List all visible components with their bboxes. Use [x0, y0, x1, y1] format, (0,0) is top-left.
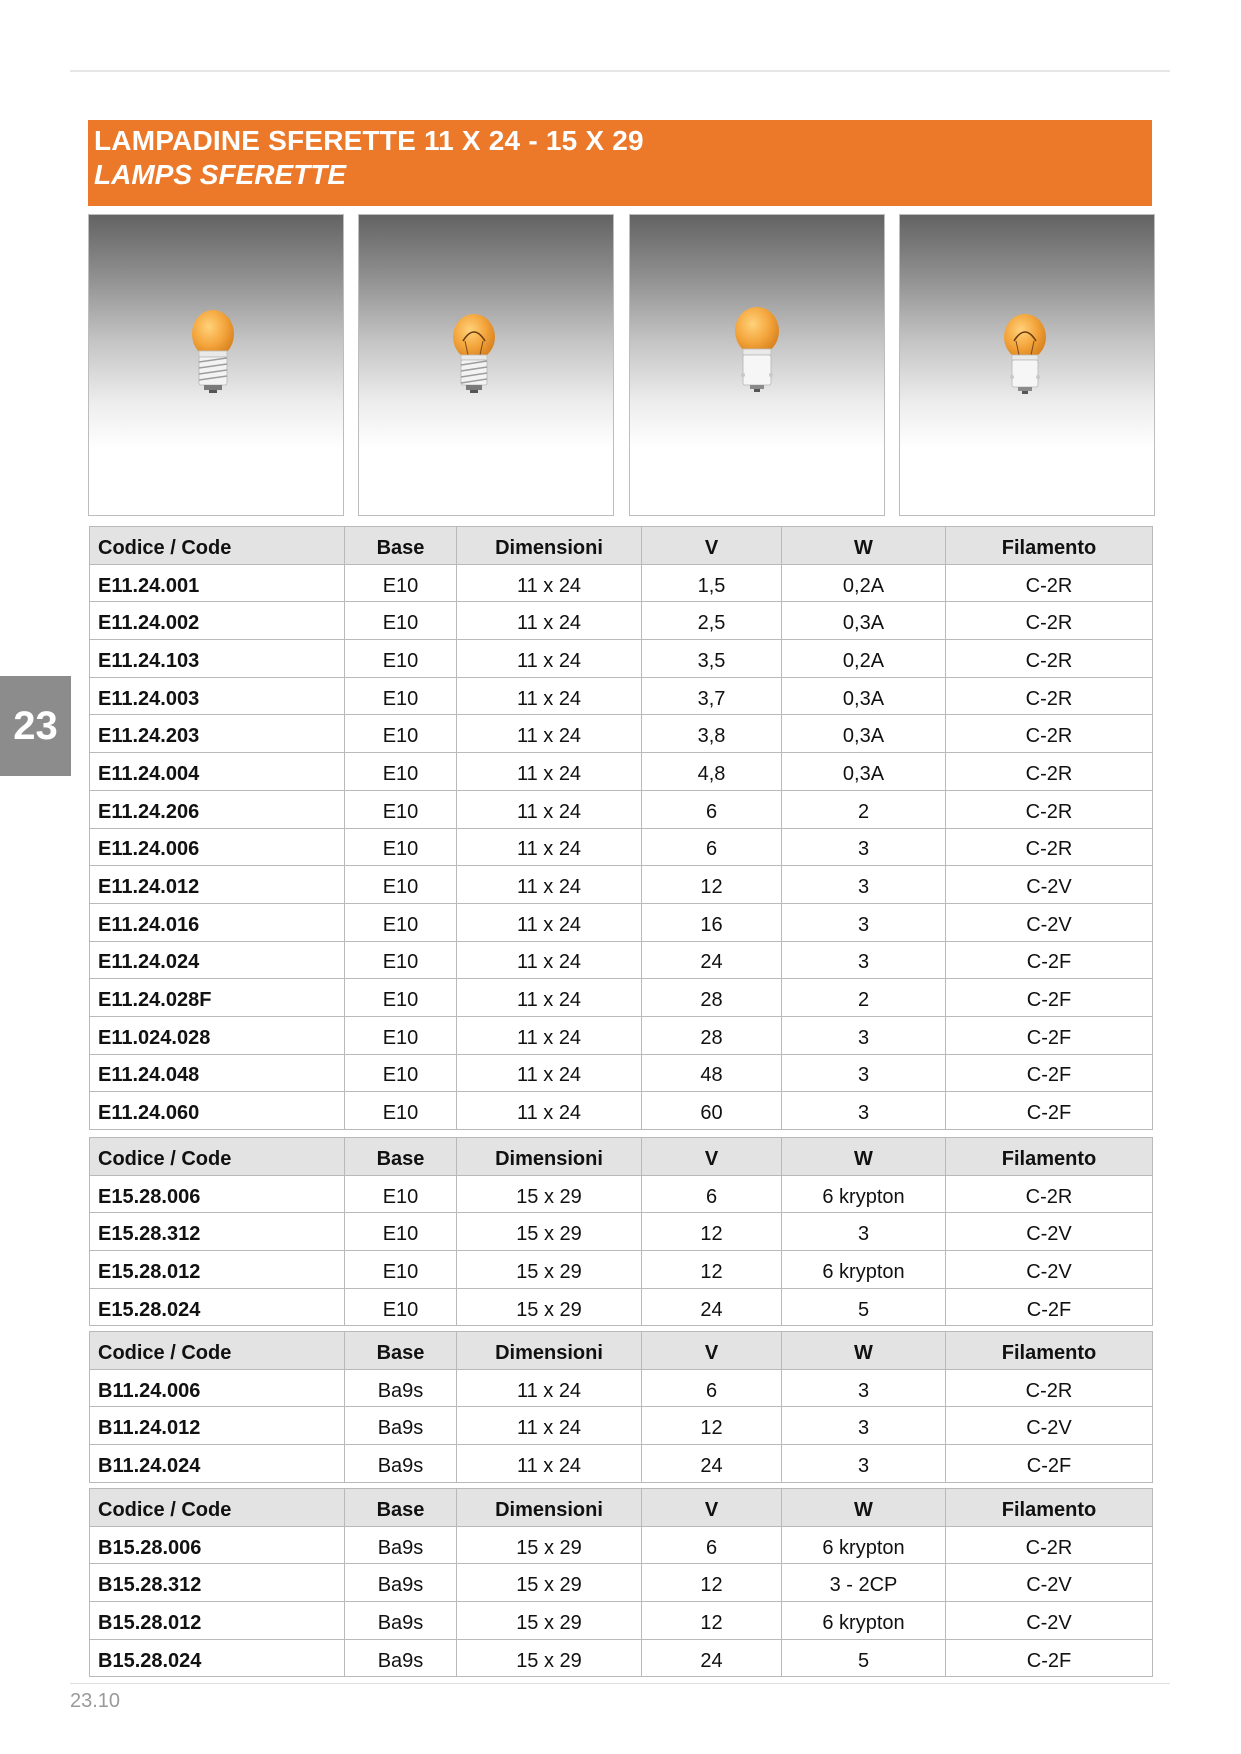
cell-dimensions: 15 x 29: [457, 1564, 642, 1602]
cell-base: E10: [345, 979, 457, 1017]
spec-table-b11: [89, 1331, 1153, 1483]
cell-code: E11.24.060: [90, 1092, 345, 1130]
column-header-code: Codice / Code: [90, 1332, 345, 1370]
cell-base: E10: [345, 866, 457, 904]
cell-base: E10: [345, 753, 457, 791]
cell-watt: 3: [782, 1445, 946, 1483]
cell-filament: C-2V: [946, 1407, 1153, 1445]
table-row: [90, 903, 1153, 941]
cell-filament: C-2F: [946, 1639, 1153, 1677]
cell-volt: 1,5: [642, 564, 782, 602]
column-header-volt: V: [642, 1489, 782, 1527]
cell-watt: 3: [782, 1369, 946, 1407]
cell-code: B15.28.006: [90, 1526, 345, 1564]
table-row: [90, 1054, 1153, 1092]
table-row: [90, 979, 1153, 1017]
table-row: [90, 753, 1153, 791]
cell-code: E11.024.028: [90, 1016, 345, 1054]
column-header-filament: Filamento: [946, 527, 1153, 565]
cell-code: E15.28.312: [90, 1213, 345, 1251]
column-header-volt: V: [642, 1138, 782, 1176]
cell-base: E10: [345, 564, 457, 602]
column-header-code: Codice / Code: [90, 527, 345, 565]
table-row: [90, 715, 1153, 753]
column-header-dimensions: Dimensioni: [457, 1138, 642, 1176]
product-photo-1: [88, 214, 344, 516]
cell-volt: 60: [642, 1092, 782, 1130]
cell-dimensions: 11 x 24: [457, 602, 642, 640]
cell-code: E15.28.006: [90, 1175, 345, 1213]
cell-code: B11.24.012: [90, 1407, 345, 1445]
cell-filament: C-2R: [946, 602, 1153, 640]
cell-volt: 6: [642, 1369, 782, 1407]
cell-watt: 6 krypton: [782, 1251, 946, 1289]
column-header-dimensions: Dimensioni: [457, 1489, 642, 1527]
table-header-row: [90, 1489, 1153, 1527]
column-header-base: Base: [345, 1138, 457, 1176]
cell-filament: C-2R: [946, 564, 1153, 602]
cell-dimensions: 11 x 24: [457, 1054, 642, 1092]
cell-dimensions: 11 x 24: [457, 1092, 642, 1130]
cell-base: E10: [345, 715, 457, 753]
cell-dimensions: 11 x 24: [457, 640, 642, 678]
cell-code: E11.24.002: [90, 602, 345, 640]
cell-base: E10: [345, 1054, 457, 1092]
column-header-watt: W: [782, 1332, 946, 1370]
cell-dimensions: 11 x 24: [457, 866, 642, 904]
cell-code: E11.24.003: [90, 677, 345, 715]
cell-volt: 6: [642, 1175, 782, 1213]
cell-base: E10: [345, 903, 457, 941]
cell-code: E11.24.006: [90, 828, 345, 866]
cell-dimensions: 11 x 24: [457, 1445, 642, 1483]
table-row: [90, 866, 1153, 904]
cell-filament: C-2F: [946, 1288, 1153, 1326]
cell-watt: 0,3A: [782, 677, 946, 715]
product-photos: [88, 214, 1152, 516]
cell-dimensions: 15 x 29: [457, 1288, 642, 1326]
product-photo-4: [899, 214, 1155, 516]
cell-watt: 3: [782, 1016, 946, 1054]
cell-dimensions: 11 x 24: [457, 715, 642, 753]
cell-watt: 5: [782, 1288, 946, 1326]
column-header-volt: V: [642, 527, 782, 565]
cell-code: E11.24.024: [90, 941, 345, 979]
cell-code: B15.28.312: [90, 1564, 345, 1602]
table-row: [90, 602, 1153, 640]
section-title: LAMPADINE SFERETTE 11 X 24 - 15 X 29: [94, 125, 644, 156]
cell-filament: C-2V: [946, 1564, 1153, 1602]
cell-volt: 24: [642, 1639, 782, 1677]
cell-filament: C-2V: [946, 1251, 1153, 1289]
cell-watt: 3: [782, 1092, 946, 1130]
cell-watt: 3: [782, 1407, 946, 1445]
table-row: [90, 1445, 1153, 1483]
table-row: [90, 1251, 1153, 1289]
table-row: [90, 564, 1153, 602]
cell-volt: 3,7: [642, 677, 782, 715]
cell-dimensions: 15 x 29: [457, 1526, 642, 1564]
cell-base: Ba9s: [345, 1602, 457, 1640]
lamp-e10-filament-icon: [359, 215, 615, 517]
cell-watt: 3: [782, 941, 946, 979]
cell-watt: 5: [782, 1639, 946, 1677]
cell-watt: 2: [782, 790, 946, 828]
cell-watt: 0,3A: [782, 715, 946, 753]
cell-volt: 12: [642, 1407, 782, 1445]
cell-base: E10: [345, 941, 457, 979]
table-row: [90, 828, 1153, 866]
cell-code: E11.24.016: [90, 903, 345, 941]
cell-volt: 3,5: [642, 640, 782, 678]
cell-base: Ba9s: [345, 1445, 457, 1483]
cell-dimensions: 11 x 24: [457, 753, 642, 791]
cell-filament: C-2F: [946, 941, 1153, 979]
cell-filament: C-2R: [946, 677, 1153, 715]
cell-watt: 2: [782, 979, 946, 1017]
cell-volt: 6: [642, 828, 782, 866]
cell-base: Ba9s: [345, 1369, 457, 1407]
cell-dimensions: 11 x 24: [457, 677, 642, 715]
cell-watt: 3: [782, 903, 946, 941]
bottom-divider: [70, 1683, 1170, 1684]
cell-dimensions: 11 x 24: [457, 1016, 642, 1054]
spec-table-e15: [89, 1137, 1153, 1326]
cell-base: E10: [345, 828, 457, 866]
spec-table-b15: [89, 1488, 1153, 1677]
cell-volt: 24: [642, 941, 782, 979]
lamp-ba9s-filament-icon: [900, 215, 1156, 517]
column-header-filament: Filamento: [946, 1138, 1153, 1176]
cell-filament: C-2R: [946, 753, 1153, 791]
column-header-base: Base: [345, 1489, 457, 1527]
cell-code: B11.24.024: [90, 1445, 345, 1483]
cell-code: E11.24.103: [90, 640, 345, 678]
table-row: [90, 1213, 1153, 1251]
cell-volt: 12: [642, 1602, 782, 1640]
cell-filament: C-2R: [946, 828, 1153, 866]
column-header-watt: W: [782, 1489, 946, 1527]
cell-watt: 6 krypton: [782, 1175, 946, 1213]
cell-filament: C-2R: [946, 1369, 1153, 1407]
cell-filament: C-2F: [946, 1016, 1153, 1054]
table-row: [90, 1092, 1153, 1130]
cell-filament: C-2F: [946, 1445, 1153, 1483]
cell-code: E11.24.012: [90, 866, 345, 904]
cell-volt: 12: [642, 866, 782, 904]
spec-table-e11: [89, 526, 1153, 1130]
cell-dimensions: 11 x 24: [457, 1369, 642, 1407]
table-header-row: [90, 1138, 1153, 1176]
cell-base: E10: [345, 1016, 457, 1054]
cell-code: E11.24.004: [90, 753, 345, 791]
section-subtitle: LAMPS SFERETTE: [94, 159, 347, 190]
cell-filament: C-2V: [946, 866, 1153, 904]
cell-watt: 3: [782, 828, 946, 866]
cell-filament: C-2R: [946, 1526, 1153, 1564]
column-header-filament: Filamento: [946, 1489, 1153, 1527]
table-header-row: [90, 527, 1153, 565]
cell-dimensions: 11 x 24: [457, 1407, 642, 1445]
product-photo-2: [358, 214, 614, 516]
cell-volt: 6: [642, 1526, 782, 1564]
column-header-filament: Filamento: [946, 1332, 1153, 1370]
cell-base: Ba9s: [345, 1564, 457, 1602]
cell-dimensions: 11 x 24: [457, 903, 642, 941]
column-header-watt: W: [782, 527, 946, 565]
table-row: [90, 1175, 1153, 1213]
column-header-volt: V: [642, 1332, 782, 1370]
cell-base: E10: [345, 1251, 457, 1289]
cell-watt: 3: [782, 1054, 946, 1092]
table-row: [90, 1288, 1153, 1326]
cell-volt: 12: [642, 1564, 782, 1602]
cell-code: E11.24.203: [90, 715, 345, 753]
cell-dimensions: 15 x 29: [457, 1251, 642, 1289]
cell-filament: C-2V: [946, 1602, 1153, 1640]
cell-code: E11.24.028F: [90, 979, 345, 1017]
cell-code: B15.28.024: [90, 1639, 345, 1677]
cell-watt: 0,2A: [782, 640, 946, 678]
cell-volt: 24: [642, 1445, 782, 1483]
cell-code: B15.28.012: [90, 1602, 345, 1640]
cell-code: E15.28.012: [90, 1251, 345, 1289]
table-row: [90, 1602, 1153, 1640]
cell-dimensions: 15 x 29: [457, 1639, 642, 1677]
cell-watt: 0,3A: [782, 602, 946, 640]
section-tab: 23: [0, 676, 71, 776]
cell-watt: 0,2A: [782, 564, 946, 602]
lamp-ba9s-frosted-icon: [630, 215, 886, 517]
cell-volt: 16: [642, 903, 782, 941]
table-row: [90, 1564, 1153, 1602]
column-header-base: Base: [345, 527, 457, 565]
cell-base: E10: [345, 1213, 457, 1251]
cell-dimensions: 15 x 29: [457, 1175, 642, 1213]
cell-dimensions: 11 x 24: [457, 828, 642, 866]
table-row: [90, 640, 1153, 678]
cell-dimensions: 11 x 24: [457, 979, 642, 1017]
table-row: [90, 1526, 1153, 1564]
cell-filament: C-2R: [946, 790, 1153, 828]
table-row: [90, 1016, 1153, 1054]
cell-base: E10: [345, 1175, 457, 1213]
cell-volt: 24: [642, 1288, 782, 1326]
cell-filament: C-2F: [946, 1054, 1153, 1092]
table-header-row: [90, 1332, 1153, 1370]
cell-watt: 6 krypton: [782, 1526, 946, 1564]
cell-base: E10: [345, 1288, 457, 1326]
cell-volt: 12: [642, 1251, 782, 1289]
cell-base: E10: [345, 677, 457, 715]
section-header: [88, 120, 1152, 206]
cell-code: B11.24.006: [90, 1369, 345, 1407]
table-row: [90, 1639, 1153, 1677]
cell-base: E10: [345, 1092, 457, 1130]
cell-base: E10: [345, 640, 457, 678]
cell-volt: 4,8: [642, 753, 782, 791]
lamp-e10-frosted-icon: [89, 215, 345, 517]
cell-dimensions: 15 x 29: [457, 1213, 642, 1251]
cell-filament: C-2F: [946, 1092, 1153, 1130]
cell-filament: C-2V: [946, 1213, 1153, 1251]
table-row: [90, 1369, 1153, 1407]
cell-code: E11.24.001: [90, 564, 345, 602]
cell-dimensions: 15 x 29: [457, 1602, 642, 1640]
table-row: [90, 941, 1153, 979]
cell-filament: C-2F: [946, 979, 1153, 1017]
column-header-code: Codice / Code: [90, 1489, 345, 1527]
cell-base: E10: [345, 602, 457, 640]
cell-base: Ba9s: [345, 1526, 457, 1564]
cell-watt: 3: [782, 866, 946, 904]
cell-code: E11.24.206: [90, 790, 345, 828]
cell-base: Ba9s: [345, 1407, 457, 1445]
page-number: 23.10: [70, 1690, 121, 1712]
column-header-code: Codice / Code: [90, 1138, 345, 1176]
table-row: [90, 677, 1153, 715]
cell-dimensions: 11 x 24: [457, 564, 642, 602]
top-divider: [70, 70, 1170, 72]
cell-watt: 6 krypton: [782, 1602, 946, 1640]
column-header-watt: W: [782, 1138, 946, 1176]
cell-code: E15.28.024: [90, 1288, 345, 1326]
column-header-base: Base: [345, 1332, 457, 1370]
cell-volt: 6: [642, 790, 782, 828]
cell-volt: 3,8: [642, 715, 782, 753]
cell-volt: 28: [642, 1016, 782, 1054]
cell-watt: 3: [782, 1213, 946, 1251]
cell-volt: 12: [642, 1213, 782, 1251]
cell-volt: 48: [642, 1054, 782, 1092]
cell-dimensions: 11 x 24: [457, 790, 642, 828]
cell-volt: 2,5: [642, 602, 782, 640]
cell-base: E10: [345, 790, 457, 828]
cell-watt: 3 - 2CP: [782, 1564, 946, 1602]
cell-watt: 0,3A: [782, 753, 946, 791]
table-row: [90, 790, 1153, 828]
cell-dimensions: 11 x 24: [457, 941, 642, 979]
cell-base: Ba9s: [345, 1639, 457, 1677]
cell-filament: C-2V: [946, 903, 1153, 941]
cell-filament: C-2R: [946, 640, 1153, 678]
cell-volt: 28: [642, 979, 782, 1017]
column-header-dimensions: Dimensioni: [457, 527, 642, 565]
cell-filament: C-2R: [946, 715, 1153, 753]
table-row: [90, 1407, 1153, 1445]
product-photo-3: [629, 214, 885, 516]
column-header-dimensions: Dimensioni: [457, 1332, 642, 1370]
cell-code: E11.24.048: [90, 1054, 345, 1092]
cell-filament: C-2R: [946, 1175, 1153, 1213]
